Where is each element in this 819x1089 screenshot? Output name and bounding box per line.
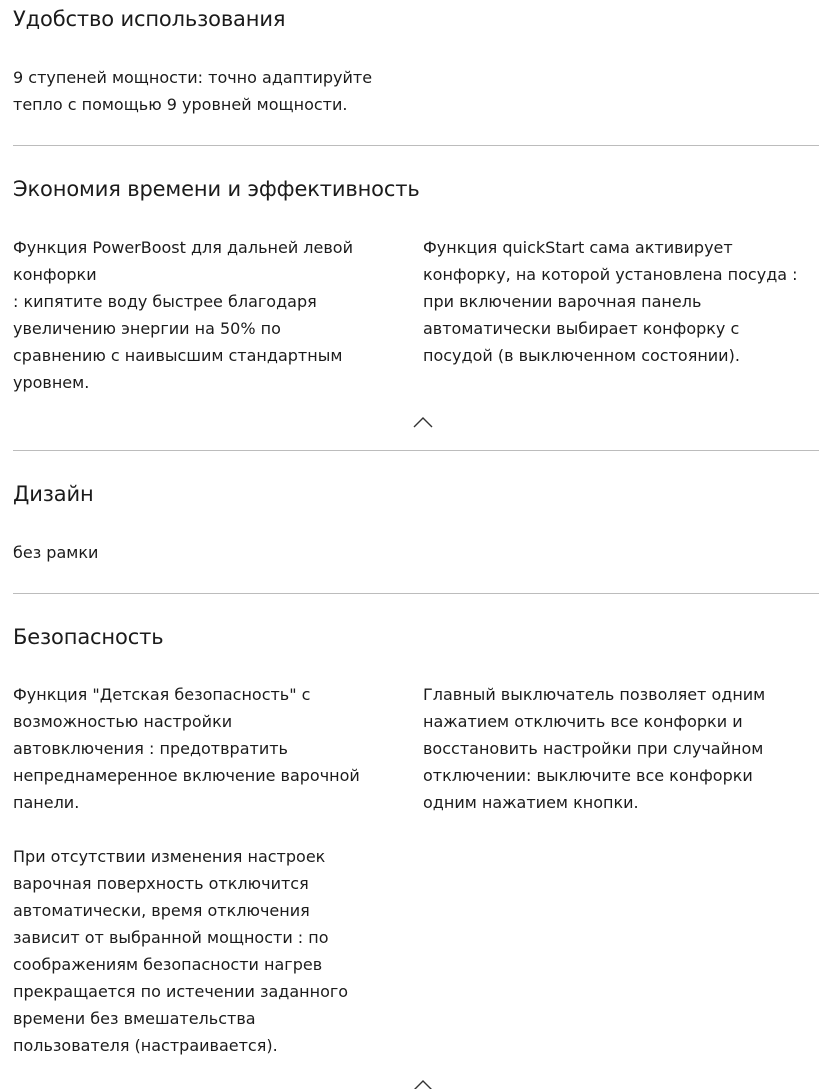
powerboost-text: Функция PowerBoost для дальней левой конфорки : кипятите воду быстрее благодаря увеличению энергии на 50% по сравнению с наивысшим стандартным уровнем. — [13, 238, 353, 392]
divider — [13, 145, 819, 146]
main-switch-text: Главный выключатель позволяет одним нажатием отключить все конфорки и восстановить настройки при случайном отключении: выключите все конфорки одним нажатием кнопки. — [423, 685, 766, 812]
divider — [13, 450, 819, 451]
chevron-up-icon — [411, 1077, 435, 1089]
section-title-design: Дизайн — [13, 482, 94, 506]
divider — [13, 593, 819, 594]
quickstart-text: Функция quickStart сама активирует конфорку, на которой установлена посуда : при включении варочная панель автоматически выбирает конфорку с посудой (в выключенном состоянии). — [423, 238, 798, 365]
section-title-safety: Безопасность — [13, 625, 164, 649]
section-design — [13, 480, 819, 570]
collapse-toggle-button[interactable] — [411, 414, 435, 430]
section-usability — [13, 5, 819, 125]
section-title-usability: Удобство использования — [13, 7, 286, 31]
child-safety-text: Функция "Детская безопасность" с возможностью настройки автовключения : предотвратить непреднамеренное включение варочной панели. При отсутствии изменения настроек варочная поверхность отключится автоматически, время отключения зависит от выбранной мощности : по соображениям безопасности нагрев прекращается по истечении заданного времени без вмешательства пользователя (настраивается). — [13, 685, 360, 1055]
usability-text: 9 ступеней мощности: точно адаптируйте тепло с помощью 9 уровней мощности. — [13, 68, 373, 114]
design-text: без рамки — [13, 543, 99, 562]
section-safety — [13, 623, 819, 1073]
section-title-time-efficiency: Экономия времени и эффективность — [13, 177, 420, 201]
collapse-toggle-button[interactable] — [411, 1077, 435, 1089]
chevron-up-icon — [411, 414, 435, 430]
section-time-efficiency — [13, 175, 819, 435]
